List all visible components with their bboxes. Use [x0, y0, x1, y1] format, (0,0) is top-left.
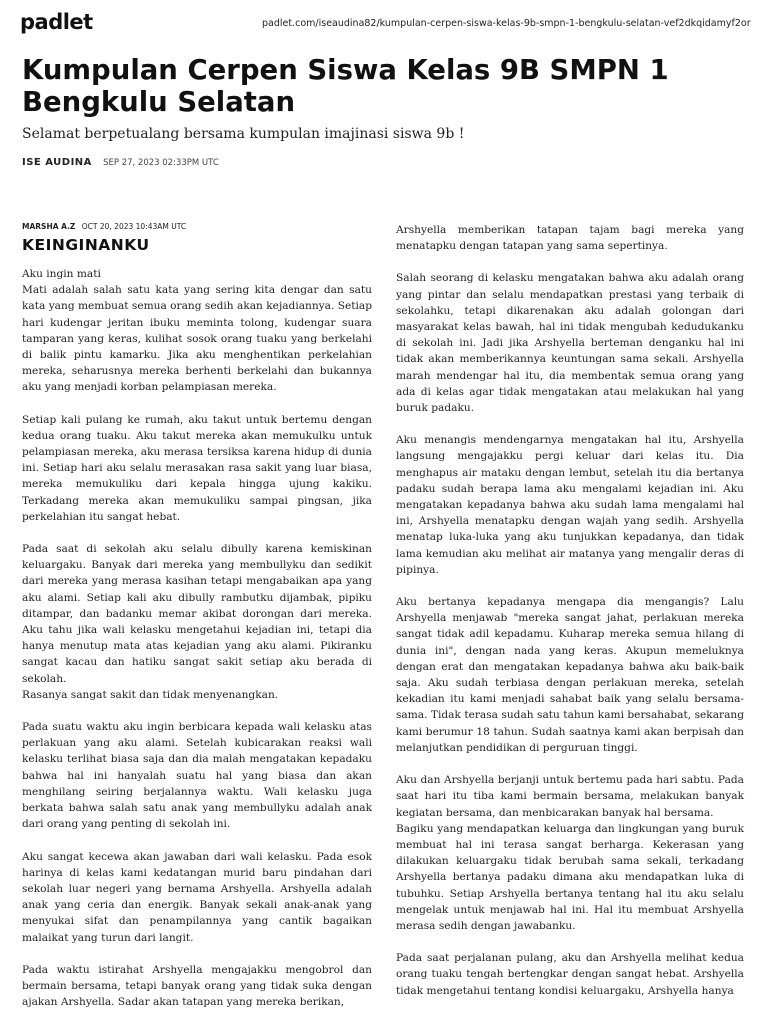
- post-title: KEINGINANKU: [22, 236, 150, 254]
- paragraph: Setiap kali pulang ke rumah, aku takut untuk bertemu dengan kedua orang tuaku. Aku takut mereka akan memukulku untuk pelampiasan mereka, aku merasa tersiksa karena hidup di dunia ini. Setiap hari aku selalu merasakan rasa sakit yang luar biasa, mereka memukuliku dari kepala hingga ujung kakiku. Terkadang mereka akan memukuliku sampai pingsan, jika perkelahian itu sangat hebat.: [22, 413, 372, 523]
- padlet-logo[interactable]: padlet: [20, 10, 93, 34]
- paragraph: Salah seorang di kelasku mengatakan bahwa aku adalah orang yang pintar dan selalu mendapatkan prestasi yang terbaik di sekolahku, tetapi dikarenakan aku adalah golongan dari masyarakat kelas bawah, hal ini tidak mengubah kedudukanku di sekolah ini. Jadi jika Arshyella berteman denganku hal ini tidak akan memberikannya keuntungan sama sekali. Arshyella marah mendengar hal itu, dia membentak semua orang yang ada di kelas agar tidak mengatakan atau melakukan hal yang buruk padaku.: [396, 272, 744, 415]
- post-body-left-column: [22, 266, 372, 1026]
- post-body-right-column: [396, 222, 744, 1015]
- paragraph: Aku ingin mati Mati adalah salah satu kata yang sering kita dengar dan satu kata yang membuat semua orang sedih akan kejadiannya. Setiap hari kudengar jeritan ibuku meminta tolong, kudengar suara tamparan yang keras, kulihat sosok orang tuaku yang berkelahi di balik pintu kamarku. Jika aku menghentikan perkelahian mereka, seharusnya mereka berhenti berkelahi dan bukannya aku yang menjadi korban pelampiasan mereka.: [22, 268, 372, 394]
- board-date: SEP 27, 2023 02:33PM UTC: [103, 158, 219, 168]
- post-author: MARSHA A.Z: [22, 222, 76, 231]
- board-title: Kumpulan Cerpen Siswa Kelas 9B SMPN 1 Bengkulu Selatan: [22, 54, 669, 118]
- paragraph: Pada saat di sekolah aku selalu dibully karena kemiskinan keluargaku. Banyak dari mereka yang membullyku dan sedikit dari mereka yang merasa kasihan tetapi mengabaikan apa yang aku alami. Setiap kali aku dibully rambutku dijambak, pipiku ditampar, dan badanku memar akibat dorongan dari mereka. Aku tahu jika wali kelasku mengetahui kejadian ini, tetapi dia hanya menutup mata atas kejadian yang aku alami. Pikiranku sangat kacau dan hatiku sangat sakit setiap aku berada di sekolah. Rasanya sangat sakit dan tidak menyenangkan.: [22, 543, 372, 701]
- paragraph: Aku sangat kecewa akan jawaban dari wali kelasku. Pada esok harinya di kelas kami kedatangan murid baru pindahan dari sekolah luar negeri yang bernama Arshyella. Arshyella adalah anak yang ceria dan energik. Banyak sekali anak-anak yang menyukai sifat dan penampilannya yang cantik bagaikan malaikat yang turun dari langit.: [22, 850, 372, 944]
- paragraph: Aku menangis mendengarnya mengatakan hal itu, Arshyella langsung mengajakku pergi keluar dari kelas itu. Dia menghapus air mataku dengan lembut, setelah itu dia bertanya padaku sudah berapa lama aku mengalami kejadian ini. Aku mengatakan kepadanya bahwa aku sudah lama mengalami hal ini, Arshyella menatapku dengan wajah yang sedih. Arshyella menatap luka-luka yang aku tunjukkan kepadanya, dan tidak lama kemudian aku melihat air matanya yang mengalir deras di pipinya.: [396, 434, 744, 576]
- paragraph: Aku dan Arshyella berjanji untuk bertemu pada hari sabtu. Pada saat hari itu tiba kami bermain bersama, melakukan banyak kegiatan bersama, dan menbicarakan banyak hal bersama. Bagiku yang mendapatkan keluarga dan lingkungan yang buruk membuat hal ini terasa sangat berharga. Kekerasan yang dilakukan keluargaku tidak berubah sama sekali, terkadang Arshyella bertanya padaku dimana aku mendapatkan luka di tubuhku. Setiap Arshyella bertanya tentang hal itu aku selalu mengelak untuk menjawab hal ini. Hal itu membuat Arshyella merasa sedih dengan jawabanku.: [396, 774, 744, 932]
- paragraph: Pada saat perjalanan pulang, aku dan Arshyella melihat kedua orang tuaku tengah bertengkar dengan sangat hebat. Arshyella tidak mengetahui tentang kondisi keluargaku, Arshyella hanya: [396, 952, 744, 997]
- board-meta: [22, 157, 219, 168]
- paragraph: Aku bertanya kepadanya mengapa dia mengangis? Lalu Arshyella menjawab "mereka sangat jahat, perlakuan mereka sangat tidak adil kepadamu. Kuharap mereka semua hilang di dunia ini", dengan nada yang keras. Akupun memeluknya dengan erat dan mengatakan kepadanya bahwa aku baik-baik saja. Aku sudah terbiasa dengan perlakuan mereka, setelah kekadian itu kami menjadi sahabat baik yang selalu bersama-sama. Tidak terasa sudah satu tahun kami bersahabat, sekarang kami berumur 18 tahun. Sudah saatnya kami akan berpisah dan melanjutkan pendidikan di perguruan tinggi.: [396, 596, 744, 754]
- board-author: ISE AUDINA: [22, 157, 92, 168]
- post-date: OCT 20, 2023 10:43AM UTC: [81, 222, 187, 231]
- paragraph: Pada suatu waktu aku ingin berbicara kepada wali kelasku atas perlakuan yang aku alami. Setelah kubicarakan reaksi wali kelasku terlihat biasa saja dan dia malah mengatakan kepadaku bahwa hal ini hanyalah suatu hal yang biasa dan akan menghilang seiring berjalannya waktu. Wali kelasku juga berkata bahwa salah satu anak yang membullyku adalah anak dari orang yang penting di sekolah ini.: [22, 721, 372, 831]
- paragraph: Arshyella memberikan tatapan tajam bagi mereka yang menatapku dengan tatapan yang sama sepertinya.: [396, 224, 744, 253]
- page-url: padlet.com/iseaudina82/kumpulan-cerpen-siswa-kelas-9b-smpn-1-bengkulu-selatan-vef2dkqidamyf2or: [262, 18, 751, 29]
- post-meta: [22, 222, 186, 231]
- top-bar: [0, 0, 768, 48]
- paragraph: Pada waktu istirahat Arshyella mengajakku mengobrol dan bermain bersama, tetapi banyak orang yang tidak suka dengan ajakan Arshyella. Sadar akan tatapan yang mereka berikan,: [22, 963, 372, 1009]
- board-subtitle: Selamat berpetualang bersama kumpulan imajinasi siswa 9b !: [22, 126, 465, 142]
